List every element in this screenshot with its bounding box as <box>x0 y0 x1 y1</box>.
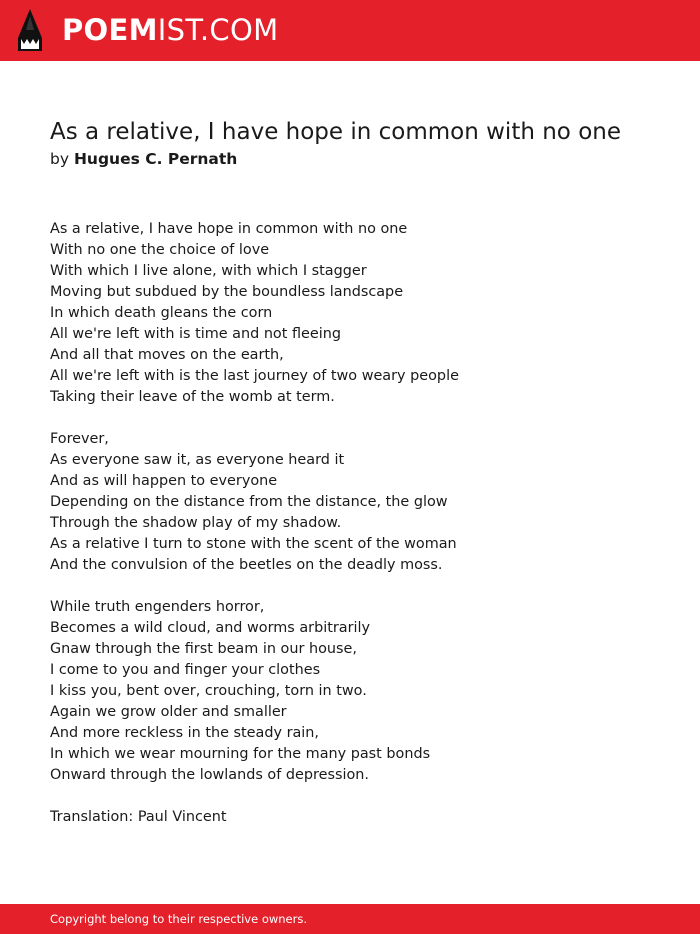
by-label: by <box>50 150 70 168</box>
poem-line: As everyone saw it, as everyone heard it <box>50 452 345 468</box>
poem-line: With which I live alone, with which I stagger <box>50 263 367 279</box>
translation-credit: Translation: Paul Vincent <box>50 809 227 825</box>
poem-line: Again we grow older and smaller <box>50 704 287 720</box>
poem-line: And the convulsion of the beetles on the deadly moss. <box>50 557 443 573</box>
poem-line: In which death gleans the corn <box>50 305 273 321</box>
poem-line: And all that moves on the earth, <box>50 347 284 363</box>
logo-bold-text: POEM <box>62 13 158 47</box>
poem-line: As a relative, I have hope in common with no one <box>50 221 408 237</box>
poem-line: Becomes a wild cloud, and worms arbitrarily <box>50 620 371 636</box>
stanza <box>50 597 670 786</box>
poem-line: As a relative I turn to stone with the scent of the woman <box>50 536 457 552</box>
poem-line: With no one the choice of love <box>50 242 270 258</box>
author-name: Hugues C. Pernath <box>73 150 238 168</box>
poem-line: In which we wear mourning for the many past bonds <box>50 746 431 762</box>
poem-line: Moving but subdued by the boundless landscape <box>50 284 404 300</box>
poem-line: Gnaw through the first beam in our house, <box>50 641 357 657</box>
poem-line: While truth engenders horror, <box>50 599 265 615</box>
pen-nib-icon[interactable] <box>17 8 43 52</box>
byline <box>50 148 237 170</box>
poem-line: I come to you and finger your clothes <box>50 662 321 678</box>
poem-line: I kiss you, bent over, crouching, torn in two. <box>50 683 367 699</box>
site-footer <box>0 904 700 934</box>
poem-line: And more reckless in the steady rain, <box>50 725 319 741</box>
poem-line: Taking their leave of the womb at term. <box>50 389 335 405</box>
poem-line: All we're left with is time and not fleeing <box>50 326 341 342</box>
copyright-notice: Copyright belong to their respective owners. <box>50 912 308 926</box>
poem-line: And as will happen to everyone <box>50 473 278 489</box>
site-header <box>0 0 700 61</box>
logo-light-text: IST.COM <box>157 13 279 47</box>
poem-body <box>50 219 670 828</box>
poem-line: All we're left with is the last journey of two weary people <box>50 368 459 384</box>
stanza <box>50 429 670 576</box>
poem-line: Through the shadow play of my shadow. <box>50 515 342 531</box>
poem-title: As a relative, I have hope in common with no one <box>50 119 621 145</box>
site-logo[interactable] <box>62 12 278 48</box>
stanza <box>50 219 670 408</box>
poem-line: Depending on the distance from the distance, the glow <box>50 494 448 510</box>
poem-line: Forever, <box>50 431 109 447</box>
poem-line: Onward through the lowlands of depression. <box>50 767 369 783</box>
